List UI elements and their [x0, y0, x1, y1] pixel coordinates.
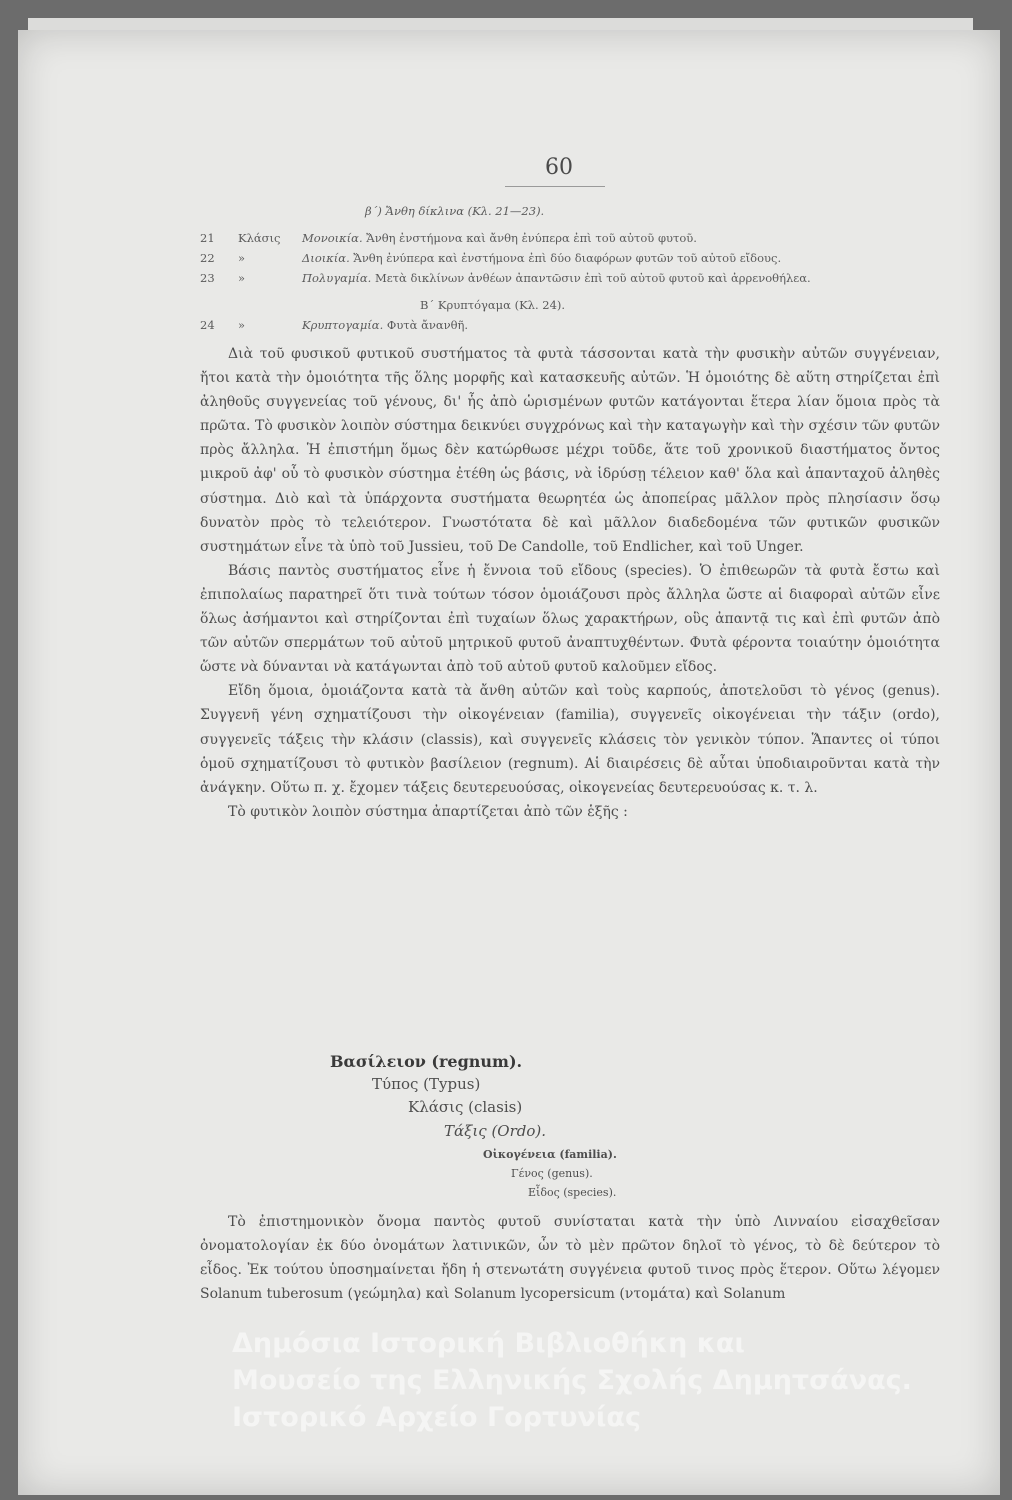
hierarchy-type: Τύπος (Typus)	[372, 1075, 481, 1093]
hierarchy-order: Τάξις (Ordo).	[444, 1122, 547, 1140]
subhead: β΄) Ἄνθη δίκλινα (Κλ. 21—23).	[365, 204, 545, 218]
hierarchy-kingdom: Βασίλειον (regnum).	[330, 1052, 523, 1071]
class-name: Κρυπτογαμία.	[302, 318, 384, 332]
paragraph: Εἴδη ὅμοια, ὁμοιάζοντα κατὰ τὰ ἄνθη αὐτῶν καὶ τοὺς καρπούς, ἀποτελοῦσι τὸ γένος (genus). Συγγενῆ γένη σχηματίζουσι τὴν οἰκογένειαν (familia), συγγενεῖς οἰκογένειαι τὴν τάξιν (ordo), συγγενεῖς τάξεις τὴν κλάσιν (classis), καὶ συγγενεῖς κλάσεις τὸν γενικὸν τύπον. Ἅπαντες οἱ τύποι ὁμοῦ σχηματίζουσι τὸ φυτικὸν βασίλειον (regnum). Αἱ διαιρέσεις δὲ αὗται ὑποδιαιροῦνται κατὰ τὴν ἀνάγκην. Οὕτω π. χ. ἔχομεν τάξεις δευτερευούσας, οἰκογενείας δευτερευούσας κ. τ. λ.	[200, 683, 940, 796]
class-desc: Ἄνθη ἐνστήμονα καὶ ἄνθη ἐνύπερα ἐπὶ τοῦ αὐτοῦ φυτοῦ.	[366, 231, 697, 245]
paragraph: Βάσις παντὸς συστήματος εἶνε ἡ ἔννοια τοῦ εἴδους (species). Ὁ ἐπιθεωρῶν τὰ φυτὰ ἔστω καὶ ἐπιπολαίως παρατηρεῖ ὅτι τινὰ τούτων τόσον ὁμοιάζουσι πρὸς ἄλληλα ὥστε αἱ διαφοραὶ αὐτῶν εἶνε ὅλως ἀσήμαντοι καὶ στηρίζονται ἐπὶ τυχαίων ὅλως χαρακτήρων, οὓς ἀπαντᾷ τις καὶ ἐπὶ φυτῶν ἀπὸ τῶν αὐτῶν σπερμάτων τοῦ αὐτοῦ μητρικοῦ φυτοῦ ἀναπτυχθέντων. Φυτὰ φέροντα τοιαύτην ὁμοιότητα ὥστε νὰ δύνανται νὰ κατάγωνται ἀπὸ τοῦ αὐτοῦ φυτοῦ καλοῦμεν εἴδος.	[200, 562, 940, 676]
watermark-line: Μουσείο της Ελληνικής Σχολής Δημητσάνας.	[232, 1365, 912, 1396]
paragraph: Διὰ τοῦ φυσικοῦ φυτικοῦ συστήματος τὰ φυτὰ τάσσονται κατὰ τὴν φυσικὴν αὐτῶν συγγένειαν, ἤτοι κατὰ τὴν ὁμοιότητα τῆς ὅλης μορφῆς καὶ κατασκευῆς αὐτῶν. Ἡ ὁμοιότης δὲ αὕτη στηρίζεται ἐπὶ ἀληθοῦς συγγενείας τοῦ γένους, δι' ἧς ἀπὸ ὡρισμένων φυτῶν κατάγονται ἕτερα λίαν ὅμοια πρὸς τὰ πρῶτα. Τὸ φυσικὸν λοιπὸν σύστημα δεικνύει συγχρόνως καὶ τὴν καταγωγὴν καὶ τὴν σχέσιν τῶν φυτῶν πρὸς ἄλληλα. Ἡ ἐπιστήμη ὅμως δὲν κατώρθωσε μέχρι τοῦδε, ἅτε τοῦ χρονικοῦ διαστήματος ὄντος μικροῦ ἀφ' οὗ τὸ φυσικὸν σύστημα ἐτέθη ὡς βάσις, νὰ ἱδρύσῃ τέλειον καθ' ὅλα καὶ ἁπανταχοῦ ἀληθὲς σύστημα. Διὸ καὶ τὰ ὑπάρχοντα συστήματα θεωρητέα ὡς ἀποπείρας μᾶλλον πρὸς πλησίασιν ὅσῳ δυνατὸν πρὸς τὸ τελειότερον. Γνωστότατα δὲ καὶ μᾶλλον διαδεδομένα τῶν φυτικῶν φυσικῶν συστημάτων εἶνε τὰ ὑπὸ τοῦ Jussieu, τοῦ De Candolle, τοῦ Endlicher, καὶ τοῦ Unger.	[200, 346, 940, 555]
class-name: Πολυγαμία.	[302, 271, 372, 285]
page-number: 60	[545, 155, 573, 180]
hierarchy-species: Εἶδος (species).	[528, 1186, 617, 1199]
paragraph: Τὸ ἐπιστημονικὸν ὄνομα παντὸς φυτοῦ συνίσταται κατὰ τὴν ὑπὸ Λινναίου εἰσαχθεῖσαν ὀνοματολογίαν ἐκ δύο ὀνομάτων λατινικῶν, ὧν τὸ μὲν πρῶτον δηλοῖ τὸ γένος, τὸ δὲ δεύτερον τὸ εἶδος. Ἐκ τούτου ὑποσημαίνεται ἤδη ἡ στενωτάτη συγγένεια φυτοῦ τινος πρὸς ἕτερον. Οὕτω λέγομεν Solanum tuberosum (γεώμηλα) καὶ Solanum lycopersicum (ντομάτα) καὶ Solanum	[200, 1214, 940, 1303]
paragraph: Τὸ φυτικὸν λοιπὸν σύστημα ἀπαρτίζεται ἀπὸ τῶν ἑξῆς :	[228, 803, 628, 820]
final-text	[200, 1210, 940, 1306]
class-name: Μονοικία.	[302, 231, 363, 245]
class-desc: Φυτὰ ἄνανθῆ.	[386, 318, 469, 332]
class-word: »	[238, 271, 246, 285]
class-word: »	[238, 318, 246, 332]
class-number: 24	[200, 318, 215, 332]
cryptogam-heading: Β΄ Κρυπτόγαμα (Κλ. 24).	[420, 298, 566, 312]
watermark-line: Δημόσια Ιστορική Βιβλιοθήκη και	[232, 1328, 745, 1359]
watermark-line: Ιστορικό Αρχείο Γορτυνίας	[232, 1402, 641, 1433]
class-row	[200, 251, 781, 265]
class-row	[200, 231, 697, 245]
class-row	[200, 271, 811, 285]
class-word: »	[238, 251, 246, 265]
class-name: Διοικία.	[302, 251, 350, 265]
hierarchy-family: Οἰκογένεια (familia).	[483, 1148, 617, 1161]
class-number: 22	[200, 251, 215, 265]
class-desc: Μετὰ δικλίνων ἀνθέων ἀπαντῶσιν ἐπὶ τοῦ αὐτοῦ φυτοῦ καὶ ἀρρενοθήλεα.	[374, 271, 811, 285]
hierarchy-class: Κλάσις (clasis)	[408, 1098, 523, 1116]
class-number: 21	[200, 231, 215, 245]
hierarchy-genus: Γένος (genus).	[511, 1167, 593, 1180]
main-text	[200, 342, 940, 824]
class-row	[200, 318, 468, 332]
class-desc: Ἄνθη ἐνύπερα καὶ ἐνστήμονα ἐπὶ δύο διαφόρων φυτῶν τοῦ αὐτοῦ εἴδους.	[353, 251, 782, 265]
class-word: Κλάσις	[238, 231, 281, 245]
class-number: 23	[200, 271, 215, 285]
page-number-rule	[505, 186, 605, 187]
